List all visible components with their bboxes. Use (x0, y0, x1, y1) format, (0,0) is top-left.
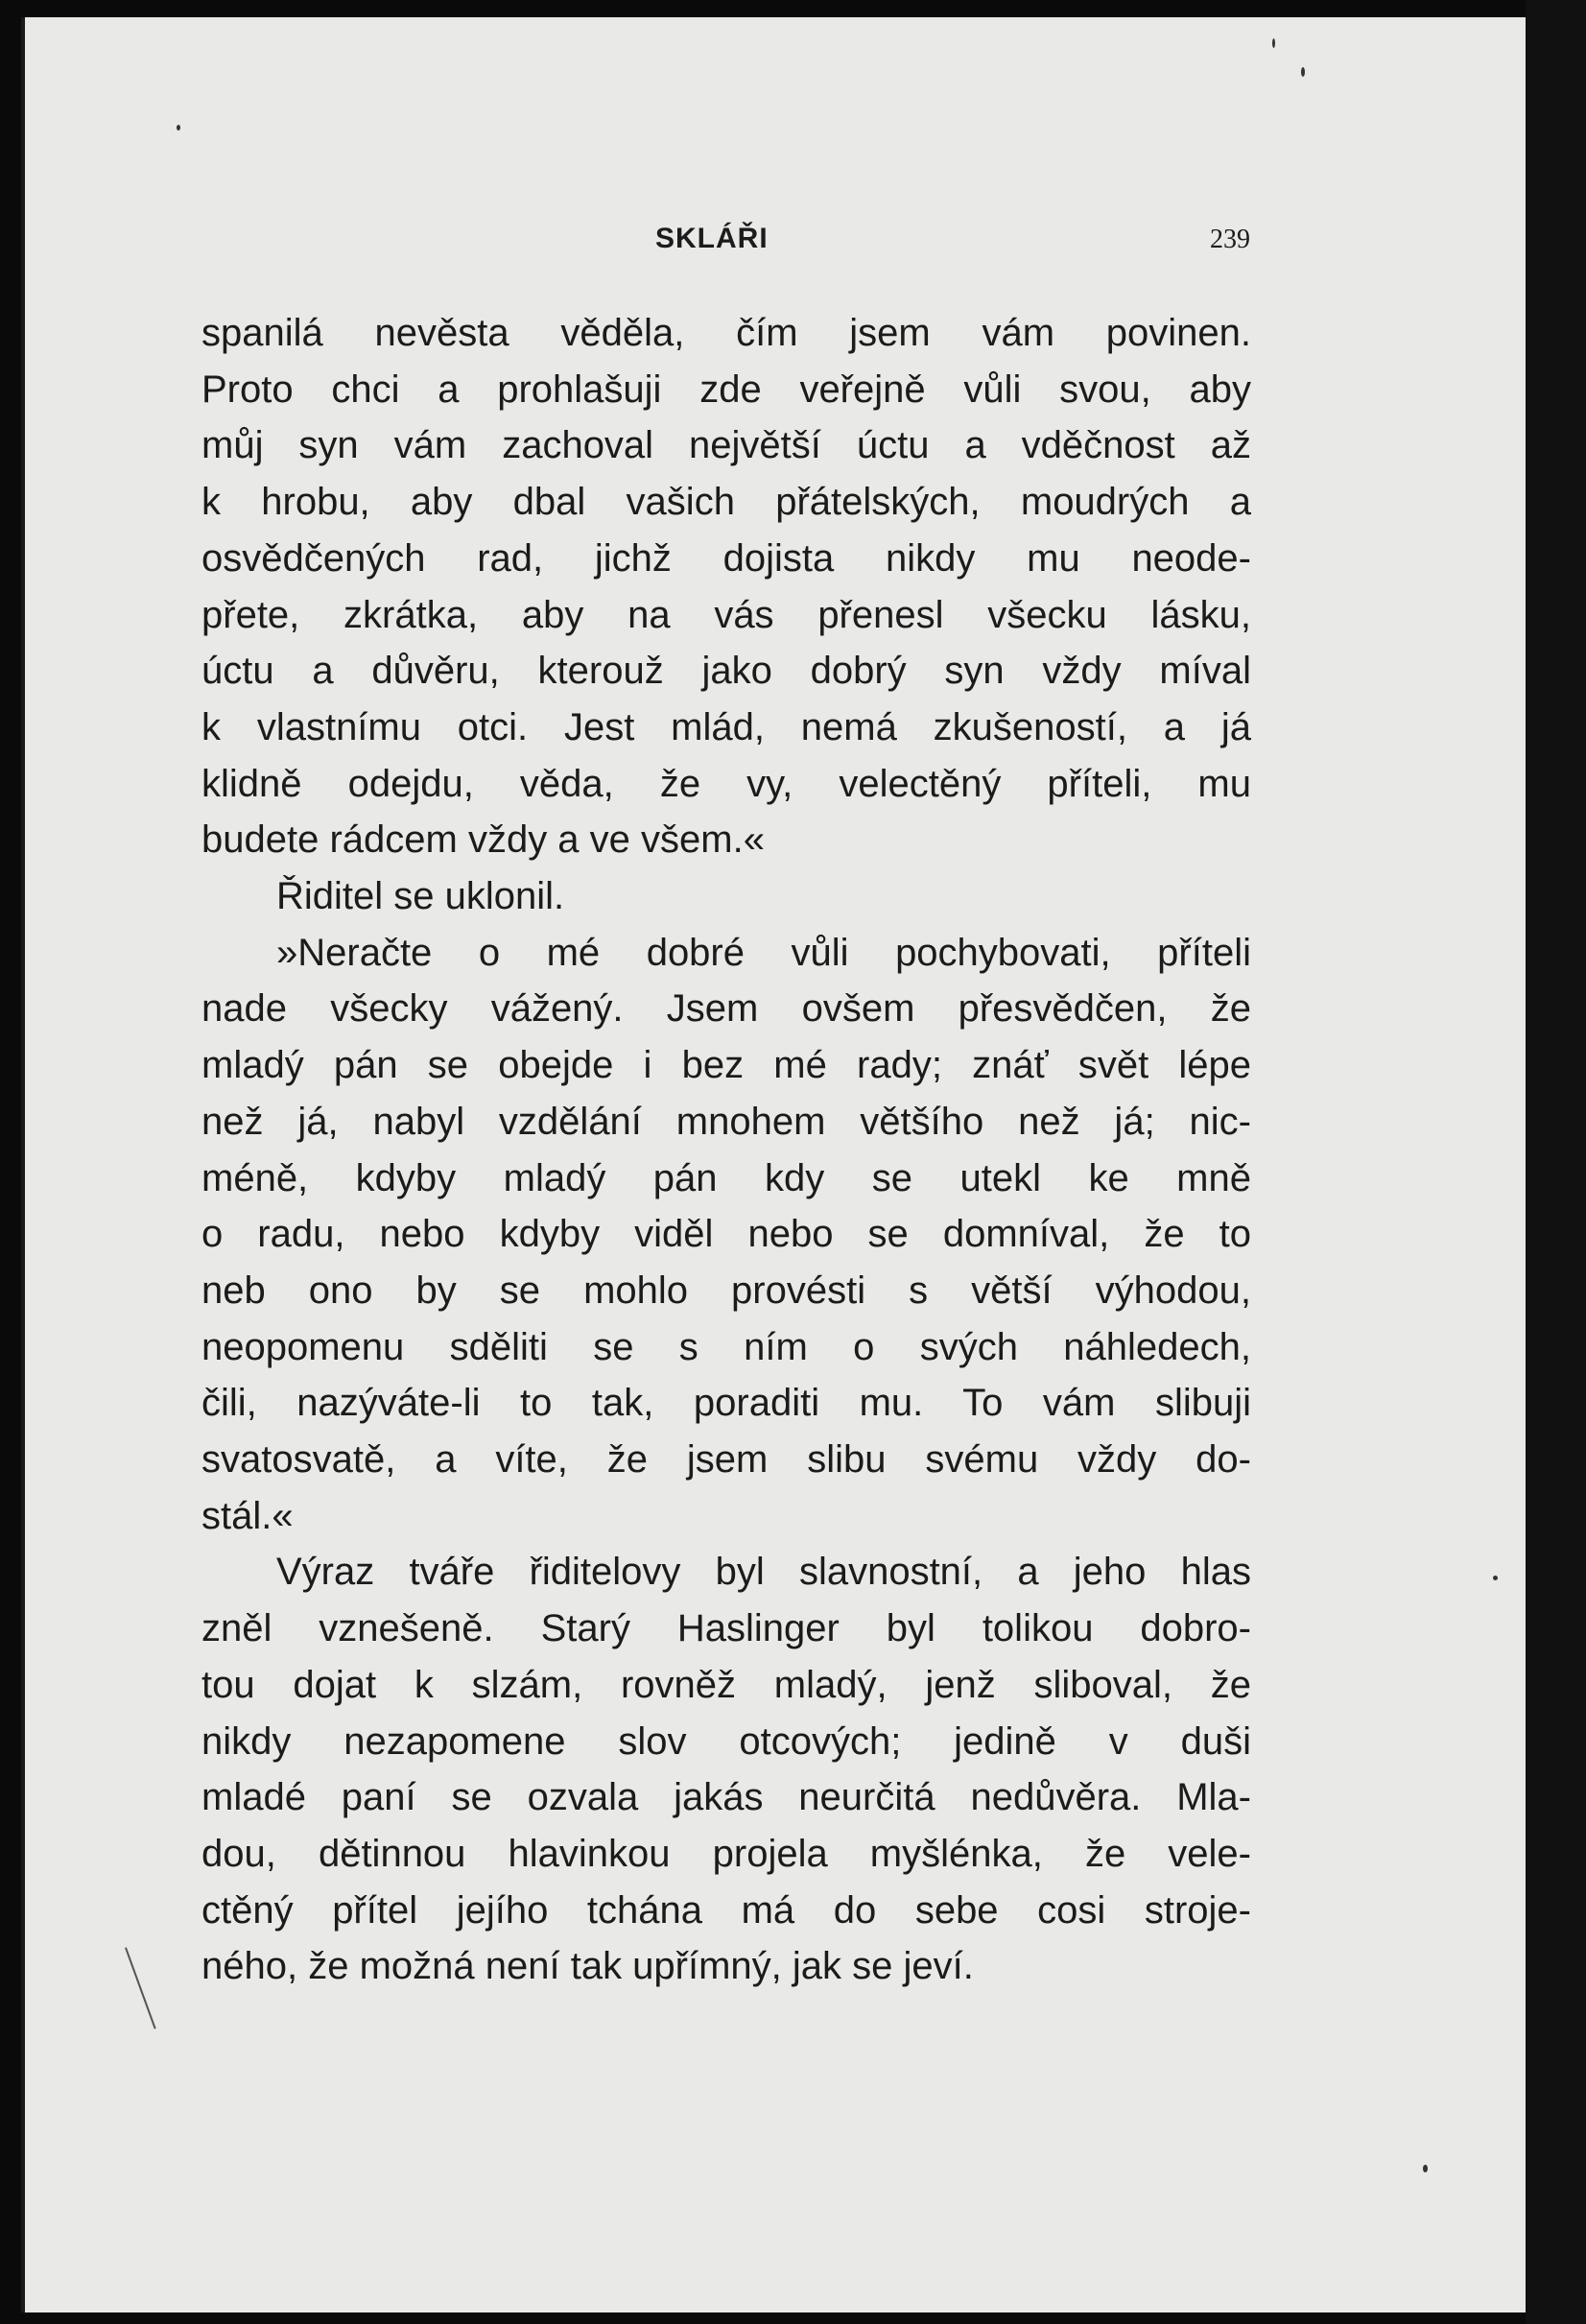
text-line: nikdy nezapomene slov otcových; jedině v duši (201, 1719, 1251, 1763)
text-line: než já, nabyl vzdělání mnohem většího než já; nic- (201, 1100, 1251, 1143)
text-line: tou dojat k slzám, rovněž mladý, jenž sliboval, že (201, 1663, 1251, 1706)
text-line: »Neračte o mé dobré vůli pochybovati, příteli (276, 931, 1251, 974)
text-line: Výraz tváře řiditelovy byl slavnostní, a jeho hlas (276, 1551, 1251, 1594)
text-line: budete rádcem vždy a ve všem.« (201, 818, 765, 862)
text-line: osvědčených rad, jichž dojista nikdy mu neode- (201, 536, 1251, 580)
print-speck (1272, 38, 1275, 48)
text-line: Řiditel se uklonil. (276, 875, 565, 918)
text-line: mladé paní se ozvala jakás neurčitá nedůvěra. Mla- (201, 1776, 1251, 1819)
text-line: svatosvatě, a víte, že jsem slibu svému vždy do- (201, 1438, 1251, 1482)
text-line: mladý pán se obejde i bez mé rady; znáť svět lépe (201, 1044, 1251, 1087)
print-speck (177, 125, 180, 130)
paragraph (201, 1544, 1251, 1995)
text-line: k hrobu, aby dbal vašich přátelských, moudrých a (201, 481, 1251, 524)
text-line: zněl vznešeně. Starý Haslinger byl tolikou dobro- (201, 1607, 1251, 1650)
text-line: klidně odejdu, věda, že vy, velectěný příteli, mu (201, 762, 1251, 805)
paragraph (201, 305, 1251, 868)
page-number: 239 (1210, 225, 1250, 254)
text-line: můj syn vám zachoval největší úctu a vděčnost až (201, 424, 1251, 467)
text-line: k vlastnímu otci. Jest mlád, nemá zkušeností, a já (201, 705, 1251, 748)
page-scratch (125, 1947, 156, 2028)
text-line: nade všecky vážený. Jsem ovšem přesvědčen, že (201, 987, 1251, 1031)
print-speck (1493, 1576, 1498, 1580)
paragraph (201, 868, 1251, 925)
running-title: SKLÁŘI (655, 223, 769, 254)
text-line: ctěný přítel jejího tchána má do sebe cosi stroje- (201, 1888, 1251, 1932)
text-line: ného, že možná není tak upřímný, jak se jeví. (201, 1945, 974, 1988)
text-line: spanilá nevěsta věděla, čím jsem vám povinen. (201, 312, 1251, 354)
text-line: úctu a důvěru, kterouž jako dobrý syn vždy míval (201, 650, 1251, 693)
page-header (204, 223, 1250, 261)
text-line: přete, zkrátka, aby na vás přenesl všecku lásku, (201, 593, 1251, 636)
body-text (201, 305, 1251, 1995)
text-line: stál.« (201, 1494, 294, 1537)
print-speck (1423, 2165, 1428, 2172)
text-line: Proto chci a prohlašuji zde veřejně vůli svou, aby (201, 368, 1251, 411)
scan-border-right (1526, 0, 1586, 2324)
text-line: méně, kdyby mladý pán kdy se utekl ke mně (201, 1156, 1251, 1199)
text-line: neb ono by se mohlo provésti s větší výhodou, (201, 1269, 1251, 1312)
text-line: dou, dětinnou hlavinkou projela myšlénka, že vele- (201, 1832, 1251, 1875)
print-speck (1301, 67, 1305, 77)
text-line: čili, nazýváte-li to tak, poraditi mu. To vám slibuji (201, 1382, 1251, 1425)
paragraph (201, 925, 1251, 1545)
text-line: neopomenu sděliti se s ním o svých náhledech, (201, 1325, 1251, 1368)
text-line: o radu, nebo kdyby viděl nebo se domníval, že to (201, 1213, 1251, 1256)
